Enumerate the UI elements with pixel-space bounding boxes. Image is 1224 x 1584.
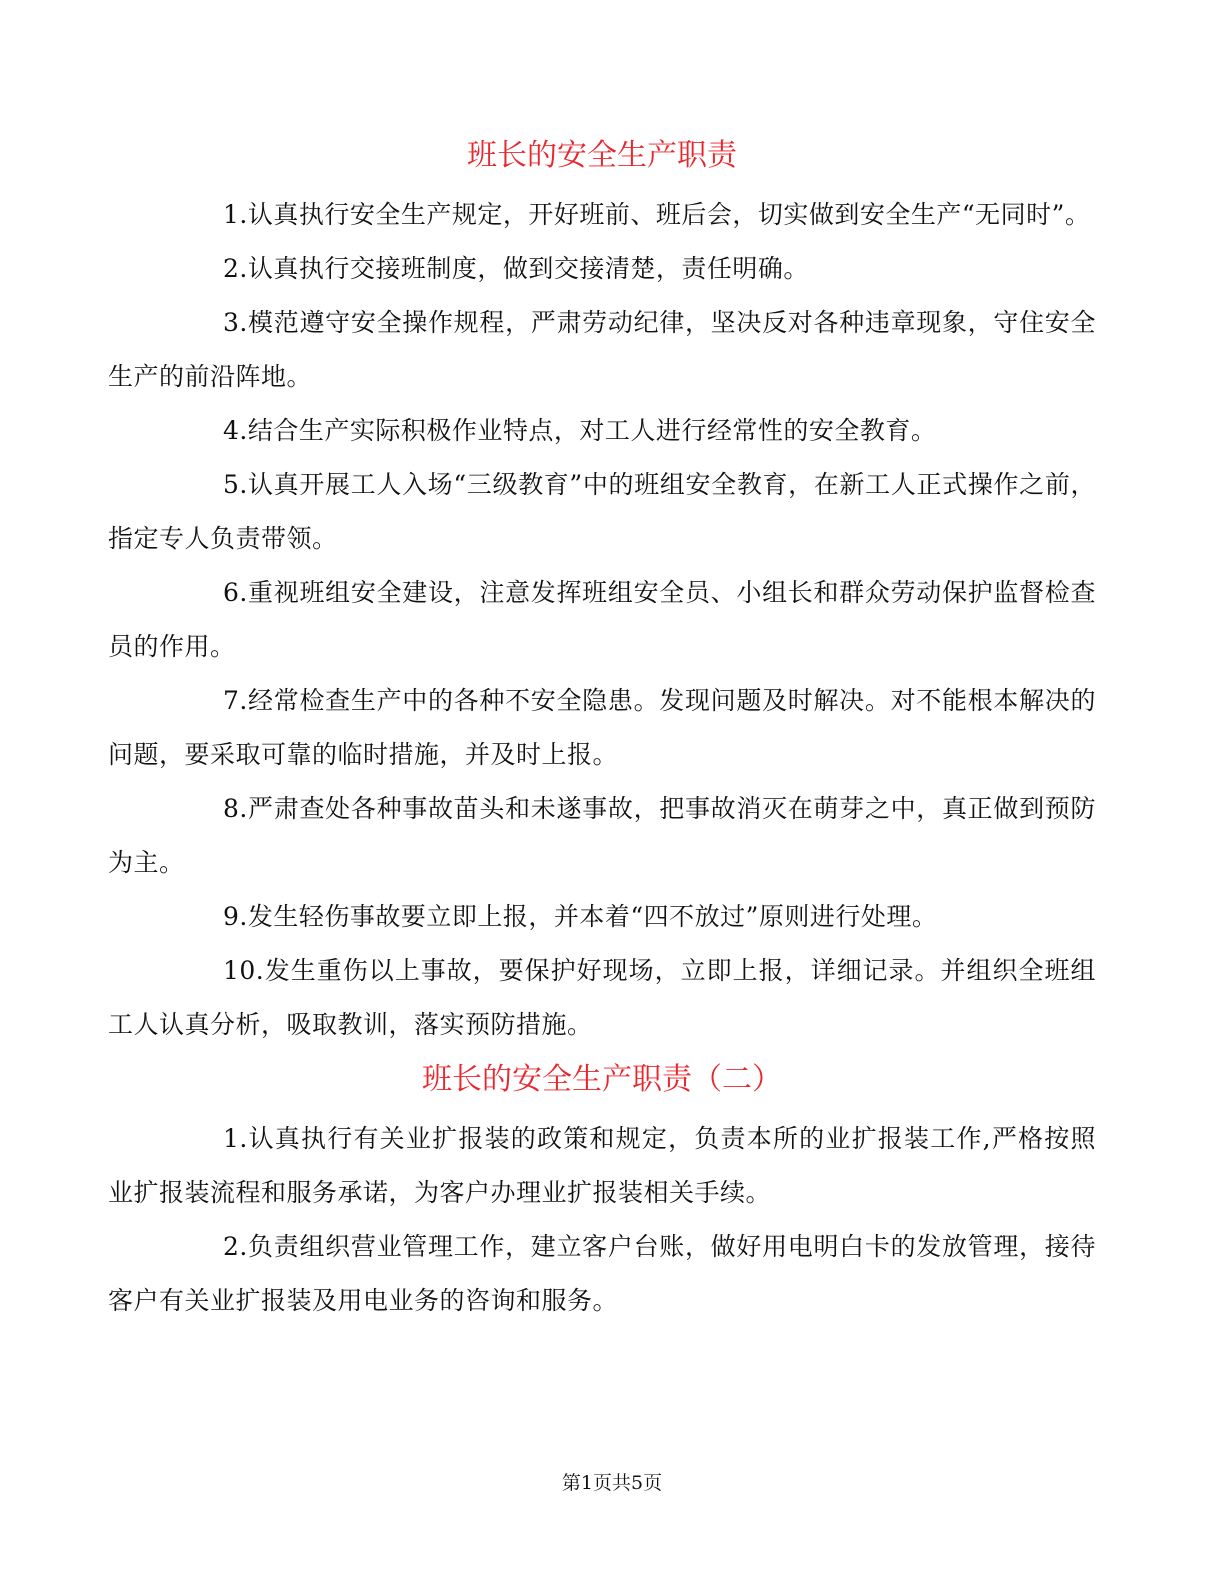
section-1-item-3 xyxy=(108,296,1096,404)
section-2-item-1 xyxy=(108,1112,1096,1220)
section-1-item-5 xyxy=(108,458,1096,566)
item-number: 1. xyxy=(223,1124,248,1153)
section-2-item-2 xyxy=(108,1220,1096,1328)
item-number: 6. xyxy=(223,578,248,607)
section-1-item-1 xyxy=(108,188,1096,242)
item-text: 认真执行交接班制度，做到交接清楚，责任明确。 xyxy=(247,254,809,283)
item-number: 3. xyxy=(223,308,248,337)
item-number: 1. xyxy=(223,200,248,229)
item-number: 5. xyxy=(223,470,248,499)
item-number: 10. xyxy=(223,956,265,985)
item-text: 认真执行安全生产规定，开好班前、班后会，切实做到安全生产“无同时”。 xyxy=(247,200,1091,229)
item-number: 7. xyxy=(223,686,248,715)
item-text: 结合生产实际积极作业特点，对工人进行经常性的安全教育。 xyxy=(247,416,937,445)
item-text: 认真开展工人入场“三级教育”中的班组安全教育，在新工人正式操作之前，指定专人负责带领。 xyxy=(108,470,1096,553)
item-number: 9. xyxy=(223,902,248,931)
section-1-item-2 xyxy=(108,242,1096,296)
section-1-item-10 xyxy=(108,944,1096,1052)
section-1-item-8 xyxy=(108,782,1096,890)
item-text: 认真执行有关业扩报装的政策和规定，负责本所的业扩报装工作,严格按照业扩报装流程和服务承诺，为客户办理业扩报装相关手续。 xyxy=(108,1124,1096,1207)
item-number: 4. xyxy=(223,416,248,445)
section-1-title: 班长的安全生产职责 xyxy=(467,138,737,173)
page-number-footer: 第1页共5页 xyxy=(561,1472,663,1494)
item-text: 发生重伤以上事故，要保护好现场，立即上报，详细记录。并组织全班组工人认真分析，吸取教训，落实预防措施。 xyxy=(108,956,1096,1039)
section-1-item-7 xyxy=(108,674,1096,782)
item-number: 8. xyxy=(223,794,248,823)
item-text: 经常检查生产中的各种不安全隐患。发现问题及时解决。对不能根本解决的问题，要采取可靠的临时措施，并及时上报。 xyxy=(108,686,1096,769)
item-text: 模范遵守安全操作规程，严肃劳动纪律，坚决反对各种违章现象，守住安全生产的前沿阵地。 xyxy=(108,308,1096,391)
item-text: 重视班组安全建设，注意发挥班组安全员、小组长和群众劳动保护监督检查员的作用。 xyxy=(108,578,1096,661)
item-text: 发生轻伤事故要立即上报，并本着“四不放过”原则进行处理。 xyxy=(247,902,938,931)
section-1-item-4 xyxy=(108,404,1096,458)
item-number: 2. xyxy=(223,1232,248,1261)
item-number: 2. xyxy=(223,254,248,283)
section-2-title: 班长的安全生产职责（二） xyxy=(422,1062,782,1097)
document-page xyxy=(108,128,1096,1328)
item-text: 负责组织营业管理工作，建立客户台账，做好用电明白卡的发放管理，接待客户有关业扩报装及用电业务的咨询和服务。 xyxy=(108,1232,1096,1315)
section-1-item-9 xyxy=(108,890,1096,944)
section-1-item-6 xyxy=(108,566,1096,674)
item-text: 严肃查处各种事故苗头和未遂事故，把事故消灭在萌芽之中，真正做到预防为主。 xyxy=(108,794,1096,877)
